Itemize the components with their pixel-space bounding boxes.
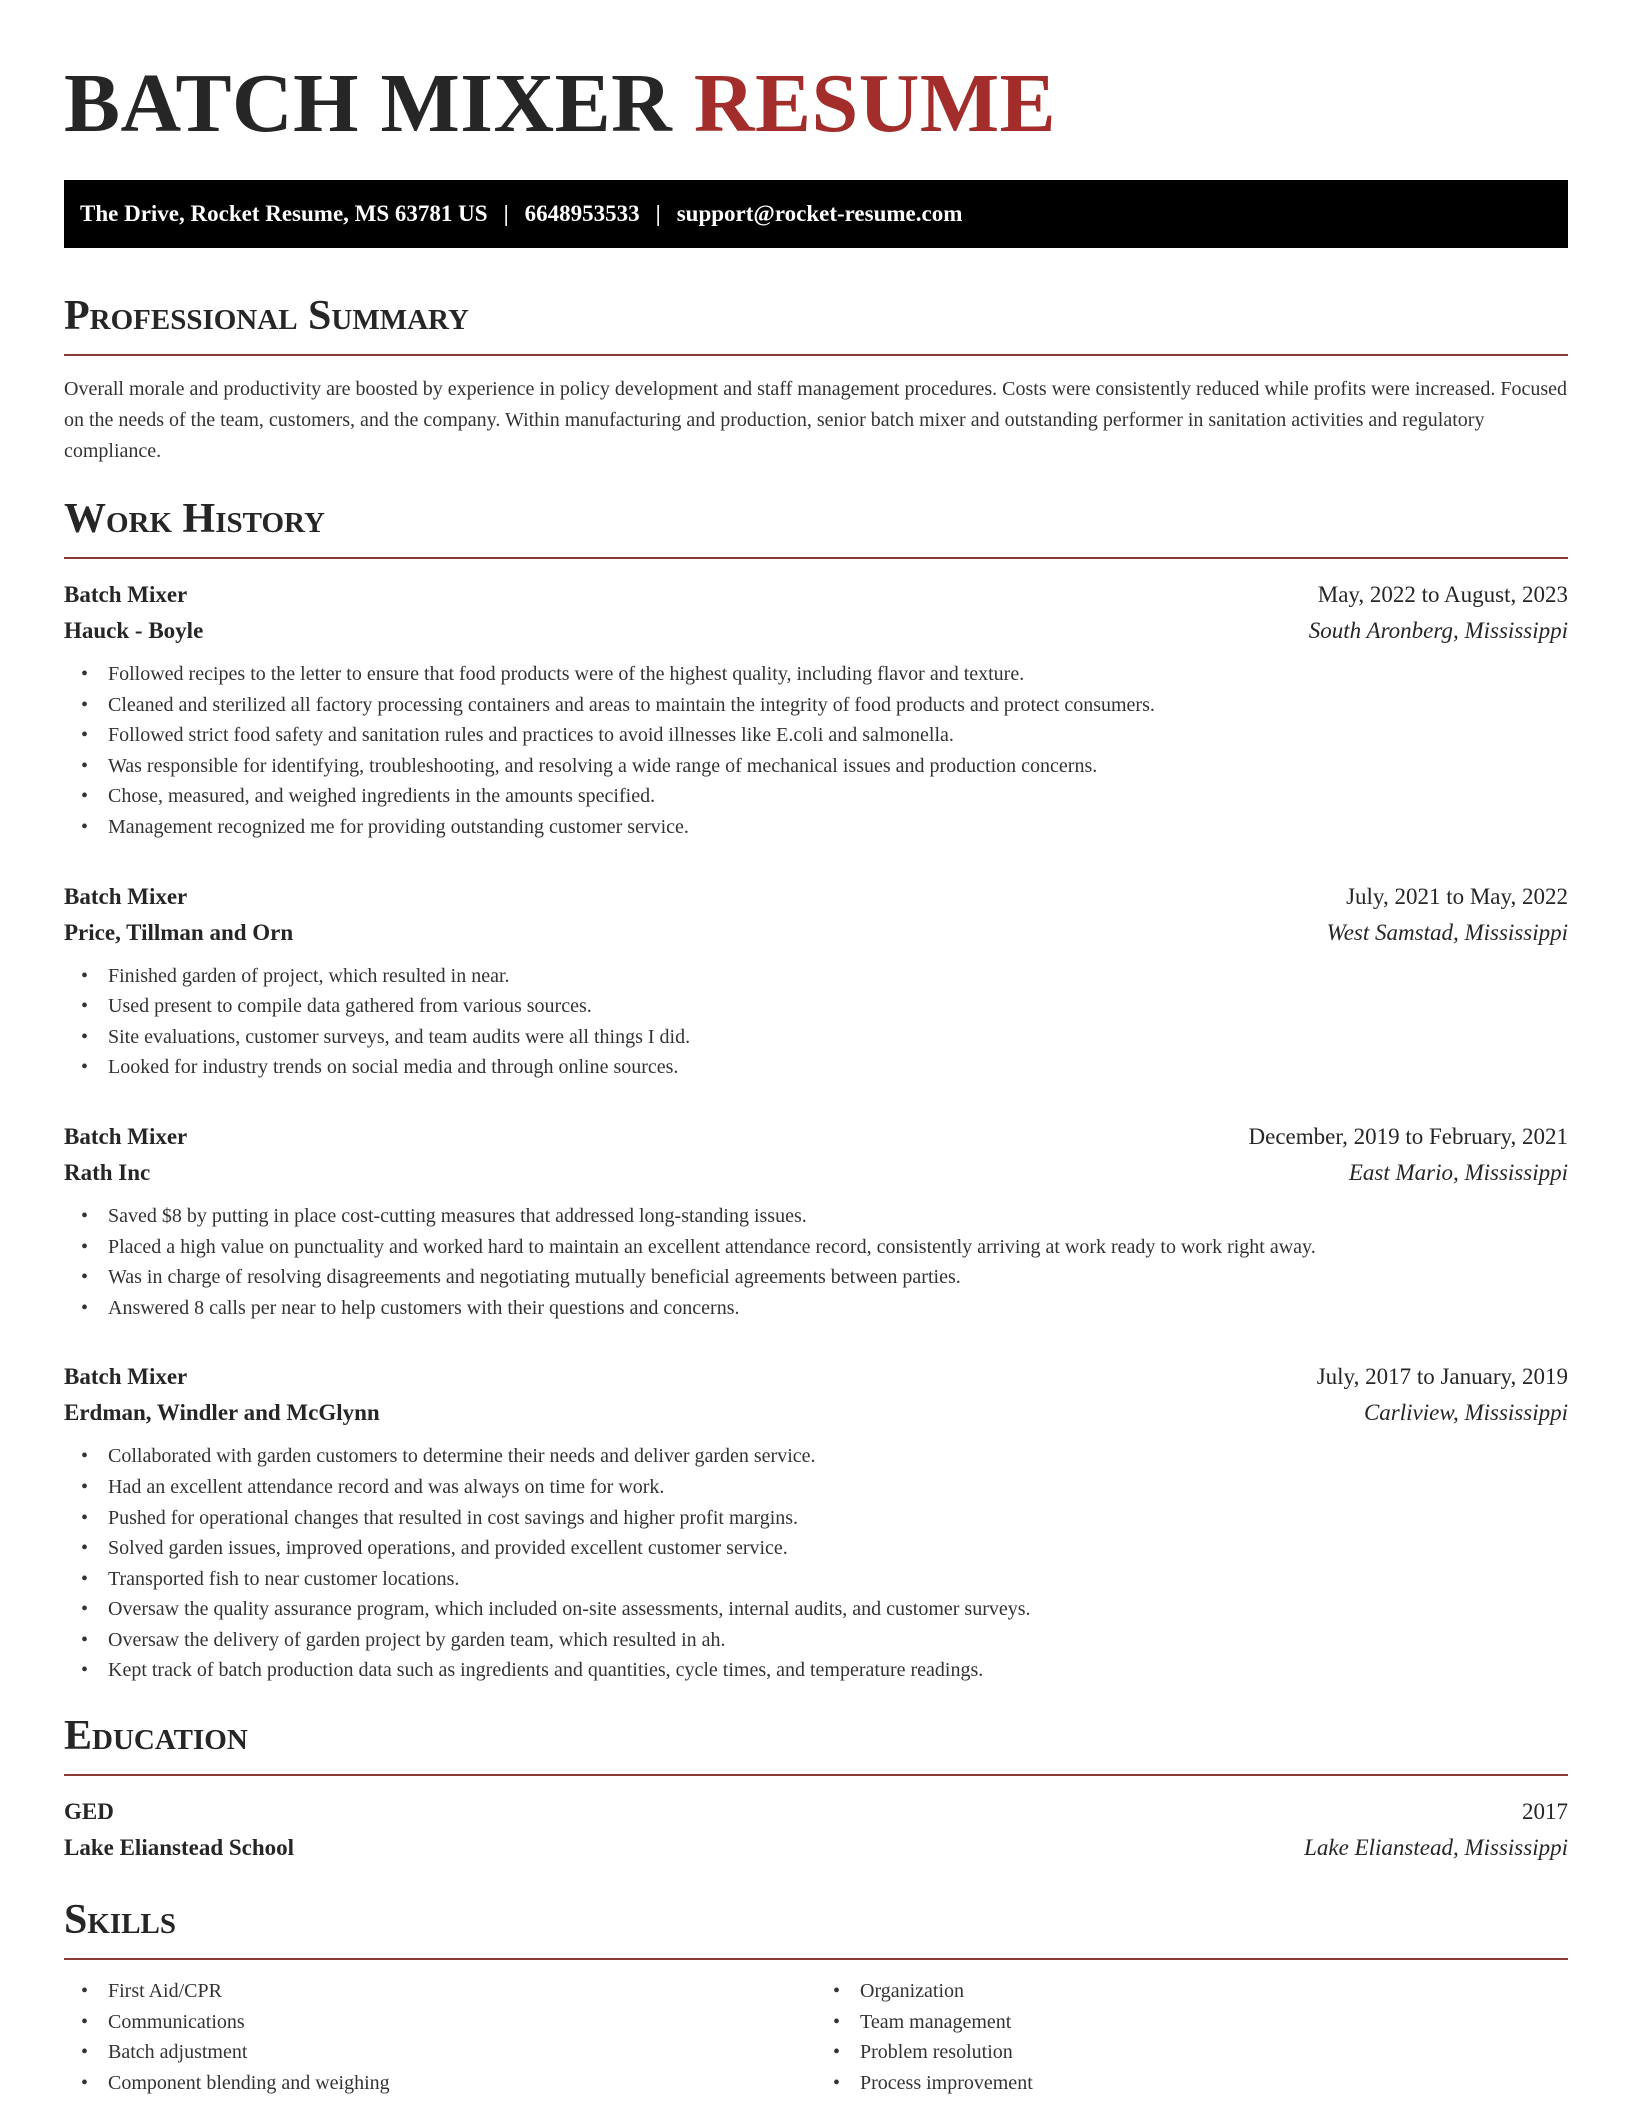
section-heading: Education [64,1713,248,1760]
section-divider [64,1958,1568,1960]
list-item: • Oversaw the delivery of garden project by garden team, which resulted in ah. [64,1625,1568,1656]
bullet-icon: • [833,2010,841,2033]
job-company: Rath Inc [64,1159,151,1185]
job-dates: May, 2022 to August, 2023 [1317,582,1568,607]
contact-bar [64,180,1568,248]
job-title: Batch Mixer [64,1123,188,1149]
job-title: Batch Mixer [64,582,188,607]
bullet-icon: • [833,2071,841,2094]
education-degree: GED [64,1799,114,1825]
education-year: 2017 [1522,1799,1568,1825]
skill-item: • Component blending and weighing [64,2068,816,2099]
job-title: Batch Mixer [64,1364,188,1390]
job-entry [64,1119,1568,1323]
list-item: • Answered 8 calls per near to help customers with their questions and concerns. [64,1293,1568,1324]
job-entry [64,879,1568,1083]
job-dates: July, 2017 to January, 2019 [1316,1364,1568,1390]
bullet-icon: • [81,1025,89,1048]
job-location: East Mario, Mississippi [1348,1159,1568,1185]
job-location: West Samstad, Mississippi [1326,919,1568,945]
list-item: • Used present to compile data gathered from various sources. [64,991,1568,1022]
summary-text: Overall morale and productivity are boosted by experience in policy development and staff management procedures. Costs were consistently reduced while profits were increased. Focused on the needs of the team, customers, and the company. Within manufacturing and production, senior batch mixer and outstanding performer in sanitation activities and regulatory compliance. [64,378,1568,462]
section-divider [64,1774,1568,1776]
bullet-icon: • [81,1475,89,1498]
summary-section [64,292,1568,467]
section-heading: Work History [64,496,325,542]
list-item: • Management recognized me for providing outstanding customer service. [64,812,1568,843]
resume-title [64,0,1568,152]
job-company-row [64,1395,1568,1431]
job-company: Erdman, Windler and McGlynn [64,1400,380,1426]
bullet-icon: • [81,1506,89,1529]
list-item: • Saved $8 by putting in place cost-cutting measures that addressed long-standing issues. [64,1201,1568,1232]
list-item: • Was responsible for identifying, troubleshooting, and resolving a wide range of mechanical issues and production concerns. [64,751,1568,782]
skills-grid [64,1976,1568,2098]
job-dates: July, 2021 to May, 2022 [1346,883,1568,909]
skills-list [816,1976,1568,2098]
contact-separator: | [655,201,661,226]
job-company-row [64,915,1568,951]
job-title-row [64,577,1568,613]
job-company-row [64,1155,1568,1191]
skill-item: • Batch adjustment [64,2037,816,2068]
education-school-row [64,1830,1568,1866]
education-school: Lake Elianstead School [64,1835,295,1861]
list-item: • Oversaw the quality assurance program, which included on-site assessments, internal audits, and customer surveys. [64,1594,1568,1625]
job-location: Carliview, Mississippi [1363,1400,1568,1426]
job-title-row [64,879,1568,915]
skills-column-right [816,1976,1568,2098]
bullet-icon: • [81,815,89,838]
job-entry [64,1359,1568,1686]
section-divider [64,557,1568,559]
bullet-icon: • [81,663,89,685]
job-bullets [64,1201,1568,1323]
list-item: • Was in charge of resolving disagreements and negotiating mutually beneficial agreements between parties. [64,1262,1568,1293]
job-bullets [64,659,1568,843]
skill-item: • Communications [64,2007,816,2038]
list-item: • Solved garden issues, improved operations, and provided excellent customer service. [64,1533,1568,1564]
bullet-icon: • [81,1659,89,1682]
work-history-section [64,495,1568,1686]
list-item: • Transported fish to near customer locations. [64,1564,1568,1595]
title-main: BATCH MIXER [64,57,673,150]
bullet-icon: • [81,1056,89,1079]
bullet-icon: • [81,724,89,747]
contact-email[interactable]: support@rocket-resume.com [676,201,963,226]
bullet-icon: • [81,754,89,777]
job-entry [64,577,1568,843]
job-company-row [64,613,1568,649]
education-location: Lake Elianstead, Mississippi [1304,1835,1568,1861]
job-title-row [64,1359,1568,1395]
job-title: Batch Mixer [64,883,188,909]
list-item: • Chose, measured, and weighed ingredients in the amounts specified. [64,781,1568,812]
bullet-icon: • [81,995,89,1018]
bullet-icon: • [81,1204,89,1227]
skill-item: • Process improvement [816,2068,1568,2099]
bullet-icon: • [81,1445,89,1468]
bullet-icon: • [81,2010,89,2033]
job-dates: December, 2019 to February, 2021 [1248,1123,1568,1149]
section-divider [64,354,1568,356]
bullet-icon: • [81,1537,89,1560]
bullet-icon: • [833,2041,841,2064]
job-location: South Aronberg, Mississippi [1308,618,1568,643]
bullet-icon: • [81,1598,89,1621]
bullet-icon: • [81,785,89,808]
bullet-icon: • [81,1235,89,1258]
skills-section [64,1896,1568,2098]
bullet-icon: • [81,1296,89,1319]
job-bullets [64,1441,1568,1686]
list-item: • Pushed for operational changes that resulted in cost savings and higher profit margins. [64,1503,1568,1534]
list-item: • Finished garden of project, which resulted in near. [64,961,1568,992]
bullet-icon: • [81,693,89,716]
job-company: Price, Tillman and Orn [64,919,294,945]
bullet-icon: • [81,1567,89,1590]
bullet-icon: • [81,1628,89,1651]
list-item: • Followed recipes to the letter to ensure that food products were of the highest quality, including flavor and texture. [64,659,1568,690]
skills-column-left [64,1976,816,2098]
title-accent: RESUME [693,57,1057,150]
list-item: • Followed strict food safety and sanitation rules and practices to avoid illnesses like E.coli and salmonella. [64,720,1568,751]
bullet-icon: • [81,2071,89,2094]
list-item: • Looked for industry trends on social media and through online sources. [64,1052,1568,1083]
job-bullets [64,961,1568,1083]
skill-item: • Problem resolution [816,2037,1568,2068]
education-degree-row [64,1794,1568,1830]
contact-phone: 6648953533 [524,201,640,226]
contact-address: The Drive, Rocket Resume, MS 63781 US [80,201,488,226]
skill-item: • Team management [816,2007,1568,2038]
list-item: • Placed a high value on punctuality and worked hard to maintain an excellent attendance record, consistently arriving at work ready to work right away. [64,1232,1568,1263]
bullet-icon: • [81,964,89,987]
bullet-icon: • [81,1980,89,2003]
section-heading: Professional Summary [64,293,469,339]
section-heading: Skills [64,1897,177,1944]
bullet-icon: • [81,1266,89,1289]
skills-list [64,1976,816,2098]
list-item: • Site evaluations, customer surveys, and team audits were all things I did. [64,1022,1568,1053]
list-item: • Kept track of batch production data such as ingredients and quantities, cycle times, and temperature readings. [64,1655,1568,1686]
list-item: • Cleaned and sterilized all factory processing containers and areas to maintain the integrity of food products and protect consumers. [64,690,1568,721]
skill-item: • Organization [816,1976,1568,2007]
contact-separator: | [503,201,509,226]
list-item: • Had an excellent attendance record and was always on time for work. [64,1472,1568,1503]
list-item: • Collaborated with garden customers to determine their needs and deliver garden service. [64,1441,1568,1472]
job-title-row [64,1119,1568,1155]
skill-item: • First Aid/CPR [64,1976,816,2007]
bullet-icon: • [81,2041,89,2064]
bullet-icon: • [833,1980,841,2003]
education-entry [64,1794,1568,1866]
job-company: Hauck - Boyle [64,618,204,643]
education-section [64,1712,1568,1866]
